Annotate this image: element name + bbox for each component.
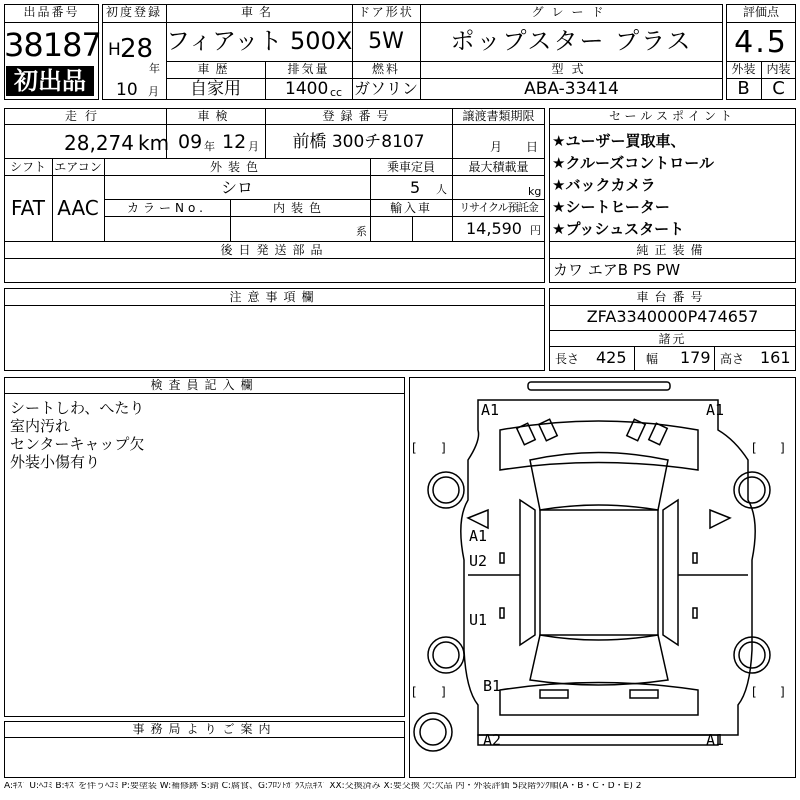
month-unit: 月 [148, 85, 159, 98]
sales-point-item: ★プッシュスタート [552, 220, 685, 238]
sales-points-label: セールスポイント [609, 109, 736, 123]
svg-text:]: ] [441, 441, 446, 455]
svg-text:[: [ [752, 441, 757, 455]
transfer-deadline-label: 譲渡書類期限 [462, 109, 535, 123]
length: 425 [596, 348, 627, 367]
damage-mark-side-u2: U2 [469, 552, 488, 570]
inspection-month: 12 [222, 131, 247, 153]
model-label: 型式 [551, 62, 592, 76]
recycle-unit: 円 [530, 224, 541, 237]
width-label: 幅 [646, 352, 659, 366]
length-label: 長さ [555, 352, 580, 366]
transfer-day: 日 [526, 140, 539, 154]
damage-mark-rear-right: A1 [706, 731, 725, 749]
inspector-remark: 外装小傷有り [10, 453, 101, 471]
inspector-remark: センターキャップ欠 [10, 435, 145, 453]
inspector-remark: シートしわ、へたり [10, 399, 145, 417]
svg-text:[: [ [412, 441, 417, 455]
office-notice-label: 事務局よりご案内 [132, 722, 277, 736]
sales-point-item: ★ユーザー買取車、 [552, 132, 686, 150]
car-name-label: 車名 [240, 5, 277, 19]
interior-grade: C [772, 78, 785, 99]
shift: FAT [10, 196, 45, 220]
seats-unit: 人 [436, 183, 447, 196]
lot-number: 38187 [4, 26, 101, 64]
mileage-label: 走行 [64, 109, 105, 123]
ac: AAC [57, 196, 99, 220]
exterior-label: 外装 [731, 62, 756, 76]
inspector-remark: 室内汚れ [10, 417, 71, 435]
shift-label: シフト [9, 160, 46, 174]
first-reg-month: 10 [116, 80, 138, 100]
ac-label: エアコン [54, 160, 102, 174]
max-load-label: 最大積載量 [468, 160, 529, 174]
interior-label: 内装 [766, 62, 791, 76]
sales-point-item: ★シートヒーター [552, 198, 670, 216]
interior-color-label: 内装色 [272, 201, 327, 215]
recycle-amount: 14,590 [466, 219, 522, 238]
first-reg-label: 初度登録 [105, 5, 162, 19]
equipment: カワ エアB PS PW [553, 261, 681, 279]
damage-mark-side-u1: U1 [469, 611, 488, 629]
plate-number: 前橋 300チ8107 [292, 132, 425, 152]
inspection-month-unit: 月 [248, 140, 259, 153]
svg-text:]: ] [441, 685, 446, 699]
height-label: 高さ [720, 352, 745, 366]
svg-text:]: ] [780, 441, 785, 455]
width: 179 [680, 348, 711, 367]
sales-point-item: ★クルーズコントロール [552, 154, 714, 172]
chassis-number: ZFA3340000P474657 [586, 307, 759, 326]
history-label: 車歴 [197, 62, 234, 76]
displacement-unit: cc [330, 86, 343, 99]
inspection-label: 車検 [197, 109, 234, 123]
transfer-month: 月 [490, 140, 503, 154]
damage-mark-front-right: A1 [706, 401, 725, 419]
seats-label: 乗車定員 [386, 160, 435, 174]
history: 自家用 [190, 79, 241, 99]
damage-legend: A:ｷｽﾞ U:ﾍｺﾐ B:ｷｽﾞを伴うﾍｺﾐ P:要塗装 W:補修跡 S:錆 C:腐食、G:ﾌﾛﾝﾄｶﾞﾗｽ点ｷｽﾞ XX:交換済み X:要交換 欠:欠品 内・外装評価 5段階ﾗﾝｸ順(A・B・C・D・E) 2 [4, 782, 642, 791]
damage-mark-side-a: A1 [469, 527, 488, 545]
height: 161 [760, 348, 791, 367]
inspector-label: 検査員記入欄 [150, 378, 259, 392]
year-unit: 年 [149, 62, 160, 75]
lot-number-label: 出品番号 [23, 5, 80, 19]
fuel-label: 燃料 [371, 62, 400, 76]
svg-text:[: [ [752, 685, 757, 699]
damage-mark-rear-deck: B1 [483, 677, 502, 695]
door-type-label: ドア形状 [358, 5, 414, 19]
svg-text:[: [ [412, 685, 417, 699]
svg-text:]: ] [780, 685, 785, 699]
mileage-unit: km [138, 131, 170, 155]
score-label: 評価点 [742, 5, 779, 19]
fuel: ガソリン [353, 79, 418, 98]
color-number-label: カラーNo. [127, 201, 207, 215]
inspection-year-unit: 年 [204, 140, 215, 153]
score: 4.5 [734, 25, 788, 60]
door-type: 5W [368, 29, 404, 54]
mileage: 28,274 [64, 131, 134, 155]
max-load-unit: kg [528, 185, 542, 198]
recycle-label: リサイクル預託金 [459, 201, 538, 214]
seats: 5 [410, 178, 421, 197]
import-label: 輸入車 [389, 201, 432, 215]
damage-mark-front-left: A1 [481, 401, 500, 419]
chassis-label: 車台番号 [636, 290, 709, 304]
exterior-color: シロ [220, 178, 253, 197]
sales-point-item: ★バックカメラ [552, 176, 656, 194]
exterior-color-label: 外装色 [209, 160, 264, 174]
dims-label: 諸元 [658, 332, 687, 346]
exterior-grade: B [737, 78, 750, 99]
equipment-label: 純正装備 [636, 243, 709, 257]
notes-label: 注意事項欄 [229, 290, 320, 304]
interior-color-suffix: 系 [356, 225, 367, 238]
model-code: ABA-33414 [524, 79, 619, 99]
grade-label: グレード [531, 5, 612, 19]
era-letter: H [108, 40, 121, 60]
first-listing-badge: 初出品 [6, 66, 94, 96]
first-reg-year: 28 [120, 34, 154, 64]
damage-mark-rear-left: A2 [483, 731, 502, 749]
later-parts-label: 後日発送部品 [220, 243, 329, 257]
plate-label: 登録番号 [322, 109, 395, 123]
inspection-year: 09 [178, 131, 203, 153]
displacement: 1400 [285, 79, 329, 99]
car-name: フィアット 500X [166, 27, 353, 55]
displacement-label: 排気量 [287, 62, 330, 76]
grade: ポップスター プラス [450, 27, 693, 55]
